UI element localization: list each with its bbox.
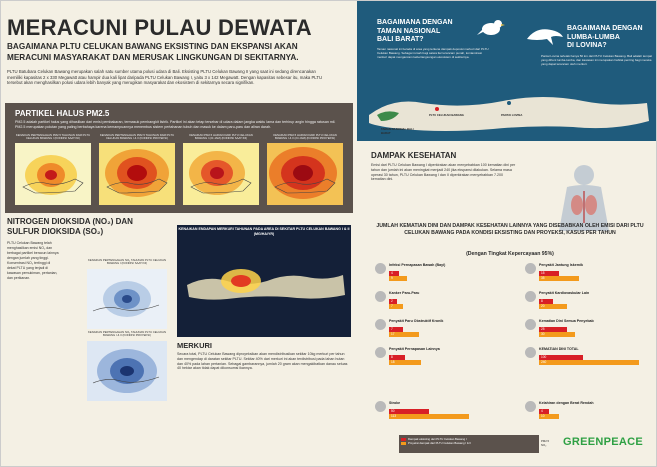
- question-line: BAGAIMANA DENGAN: [567, 25, 643, 32]
- dolphin-icon: [525, 23, 563, 47]
- stat-label: KEMATIAN DINI TOTAL: [539, 347, 579, 351]
- stat-item: [375, 291, 495, 319]
- page-subtitle: BAGAIMANA PLTU CELUKAN BAWANG EKSISTING DAN EKSPANSI AKAN MERACUNI MASYARAKAT DAN MERUSAK LINGKUNGAN DI SEKITARNYA.: [7, 42, 299, 62]
- no2-map-label: KENAIKAN PERTENGAHAN NO₂ TAHUNAN PLTU CELUKAN BAWANG I (KONDISI SAAT INI): [88, 258, 166, 266]
- question-line: LUMBA-LUMBA: [567, 33, 620, 41]
- stat-existing-bar: 100: [539, 355, 583, 360]
- stat-label: Kelahiran dengan Berat Rendah: [539, 401, 594, 405]
- map-label-lovina: PANTAI LOVINA: [501, 113, 523, 117]
- no2-title-line: SULFUR DIOKSIDA (SO₂): [7, 227, 104, 236]
- question-bali-barat: [377, 19, 453, 45]
- stat-existing-bar: 7: [389, 327, 403, 332]
- merkuri-title: MERKURI: [177, 341, 212, 350]
- stat-projected-bar: 17: [389, 332, 419, 337]
- stat-projected-bar: 7: [389, 304, 403, 309]
- heart-icon: [525, 263, 536, 274]
- stat-label: Kanker Paru-Paru: [389, 291, 420, 295]
- pm25-heatmap-projected-daily: [267, 143, 343, 205]
- mortality-title: JUMLAH KEMATIAN DINI DAN DAMPAK KESEHATAN LAINNYA YANG DISEBABKAN OLEH EMISI DARI PLTU CELUKAN BAWANG PADA KONDISI EKSISTING DAN PROYEKSI, KASUS PER TAHUN: [376, 223, 644, 236]
- lungs-icon: [375, 291, 386, 302]
- no2-text: PLTU Celukan Bawang telah menghasilkan emisi NO₂ dan berbagai partikel beracun lainnya dengan jumlah yang tinggi. Konsentrasi NO₂ tertinggi di dekat PLTU yang terjadi di kawasan pemukiman, pertanian, dan perikanan.: [7, 241, 59, 280]
- map-label-pltu: PLTU CELUKAN BAWANG: [429, 113, 464, 117]
- intro-paragraph: PLTU Batubara Celukan Bawang merupakan salah satu sumber utama polusi udara di Bali. Eksisting PLTU Celukan Bawang II yang saat ini sedang direncanakan memiliki kapasitas 2 x 330 Megawatt atau hampir dua kali lipat daripada PLTU Celukan Bawang I, yaitu 3 x 142 Megawatt. Dengan kapasitas sebesar itu, maka PLTU tersebut akan menghasilkan polusi udara lebih banyak yang merugikan masyarakat dan ekosistem di sekitarnya secara signifikan.: [7, 69, 323, 86]
- merkuri-text: Secara total, PLTU Celukan Bawang diproyeksikan akan mendistribusikan sekitar 10kg merkuri per tahun dan mengendap di daratan sekitar PLTU. Sekitar 40% dari merkuri ini akan terdistribusi pada lahan hutan dan 40% pada lahan pertanian. Sebagai gambarannya, jumlah 20 gram akan mengakibatkan danau seluas 40 hektar akan tidak dapat dikonsumsi ikannya.: [177, 352, 348, 371]
- mortality-subtitle: (Dengan Tingkat Kepercayaan 95%): [466, 251, 554, 257]
- stat-projected-bar: 20: [539, 304, 567, 309]
- health-impact-title: DAMPAK KESEHATAN: [371, 151, 457, 160]
- stat-existing-bar: 4: [539, 409, 549, 414]
- legend-label: PM2.5: [541, 439, 550, 443]
- page-title: MERACUNI PULAU DEWATA: [7, 15, 312, 40]
- pm25-title: PARTIKEL HALUS PM2.5: [15, 109, 110, 118]
- stat-item: [375, 347, 495, 375]
- stat-label: Infeksi Pernapasan Bawah (Bayi): [389, 263, 446, 267]
- stat-label: Kematian Dini Semua Penyebab: [539, 319, 594, 323]
- skull-icon: [525, 347, 536, 358]
- stat-item: [525, 347, 645, 375]
- question-line: BALI BARAT?: [377, 36, 424, 43]
- pm25-map-label: KENAIKAN PM2.5 HARIAN DARI PLTU CELUKAN BAWANG I & II (24 JAM) (KONDISI PROYEKSI): [273, 133, 337, 141]
- lovina-text: Pantai Lovina terletak hanya 50 km dari PLTU Celukan Bawang. Bali adalah tempat yang dihuni lumba-lumba, dan kawasan ini merupakan habitat penting bagi mereka yang dapat terancam oleh merkuri.: [541, 54, 653, 66]
- baby-icon: [375, 263, 386, 274]
- stat-label: Penyakit Paru Obstruktif Kronik: [389, 319, 444, 323]
- stat-label: Stroke: [389, 401, 401, 405]
- no2-heatmap-existing: [87, 269, 167, 329]
- brain-icon: [375, 401, 386, 412]
- stat-existing-bar: 4: [389, 271, 399, 276]
- stat-existing-bar: 8: [539, 299, 553, 304]
- lungs-icon: [375, 319, 386, 330]
- no2-title: [7, 217, 133, 237]
- no2-heatmap-projected: [87, 341, 167, 401]
- pm25-text: PM2.5 adalah partikel halus yang dihasilkan dari emisi pembakaran, termasuk pembangkit listrik. Partikel ini akan tetap tersebar di udara dalam jangka waktu lama dan terhirup angin hingga ratusan mil. PM2.5 merupakan polutan yang paling berbahaya karena kemampuannya menembus sistem pertahanan tubuh dan masuk ke dalam paru-paru dan aliran darah.: [15, 120, 336, 129]
- legend-label: Dampak eksisting dari PLTU Celukan Bawang I: [408, 437, 467, 441]
- pm25-map-label: KENAIKAN PERTENGAHAN PM2.5 TAHUNAN DARI PLTU CELUKAN BAWANG I & II (KONDISI PROYEKSI): [99, 133, 175, 141]
- question-line: TAMAN NASIONAL: [377, 27, 441, 35]
- stat-projected-bar: 18: [389, 360, 421, 365]
- legend-label: NO₂: [541, 443, 547, 447]
- greenpeace-logo: GREENPEACE: [563, 436, 644, 448]
- stat-item: [525, 319, 645, 347]
- legend: [399, 435, 539, 453]
- stat-projected-bar: 9: [389, 276, 407, 281]
- pm25-map-label: KENAIKAN PM2.5 HARIAN DARI PLTU CELUKAN BAWANG I (24 JAM) (KONDISI SAAT INI): [189, 133, 253, 141]
- pm25-heatmap-existing-annual: [15, 143, 91, 205]
- no2-map-label: KENAIKAN PERTENGAHAN NO₂ TAHUNAN PLTU CELUKAN BAWANG I & II (KONDISI PROYEKSI): [88, 330, 166, 338]
- respiratory-icon: [375, 347, 386, 358]
- question-line: BAGAIMANA DENGAN: [377, 19, 453, 26]
- stat-existing-bar: 2: [389, 299, 397, 304]
- health-impact-text: Emisi dari PLTU Celukan Bawang I diperkirakan akan menyebabkan 100 kematian dini per tahun dan jumlah ini akan meningkat menjadi 240 jika ekspansi dilakukan. Selama masa operasi 30 tahun, PLTU Celukan Bawang I dan II diperkirakan menyebabkan 7.200 kematian dini.: [371, 163, 516, 182]
- stat-projected-bar: 10: [539, 414, 559, 419]
- stat-existing-bar: 50: [389, 409, 429, 414]
- question-line: DI LOVINA?: [567, 42, 607, 49]
- no2-title-line: NITROGEN DIOKSIDA (NO₂) DAN: [7, 217, 133, 226]
- bird-icon: [477, 15, 505, 39]
- stat-item: [525, 263, 645, 291]
- stat-existing-bar: 15: [539, 271, 559, 276]
- stat-projected-bar: 113: [389, 414, 469, 419]
- stat-item: [525, 291, 645, 319]
- pm25-map-label: KENAIKAN PERTENGAHAN PM2.5 TAHUNAN DARI PLTU CELUKAN BAWANG I (KONDISI SAAT INI): [15, 133, 91, 141]
- pm25-heatmap-existing-daily: [183, 143, 259, 205]
- bali-barat-text: Taman nasional ini berada di area yang terkena dampak deposisi merkuri dari PLTU Celukan Bawang. Sebagai rumah bagi satwa liar terancam punah, kontaminasi merkuri dapat mengancam keberlangsungan ekosistem di sekitarnya.: [377, 47, 489, 59]
- pm25-heatmap-projected-annual: [99, 143, 175, 205]
- legend-swatch: [401, 442, 406, 445]
- mercury-map-title: KENAIKAN ENDAPAN MERKURI TAHUNAN PADA AREA DI SEKITAR PLTU CELUKAN BAWANG I & II (MG/HA/YR): [178, 227, 350, 236]
- mercury-deposition-map: [177, 225, 351, 337]
- skull-icon: [525, 319, 536, 330]
- stat-projected-bar: 30: [539, 332, 575, 337]
- pm25-panel: [5, 103, 353, 213]
- legend-label: Proyeksi dampak dari PLTU Celukan Bawang I & II: [408, 441, 472, 445]
- stat-item: [525, 401, 645, 429]
- map-label-tnbb: TAMAN NASIONAL BALI BARAT: [381, 127, 414, 135]
- stat-item: [375, 319, 495, 347]
- stat-item: [375, 263, 495, 291]
- stat-label: Penyakit Kardiovaskular Lain: [539, 291, 590, 295]
- stat-existing-bar: 8: [389, 355, 405, 360]
- heart-icon: [525, 291, 536, 302]
- stat-label: Penyakit Jantung Iskemik: [539, 263, 583, 267]
- newborn-icon: [525, 401, 536, 412]
- stat-existing-bar: 25: [539, 327, 567, 332]
- legend-item: [401, 441, 537, 445]
- question-lovina: [567, 25, 643, 51]
- stat-projected-bar: 35: [539, 276, 579, 281]
- legend-secondary: [541, 439, 549, 447]
- stat-label: Penyakit Pernapasan Lainnya: [389, 347, 440, 351]
- stat-projected-bar: 240: [539, 360, 639, 365]
- stat-item: [375, 401, 495, 429]
